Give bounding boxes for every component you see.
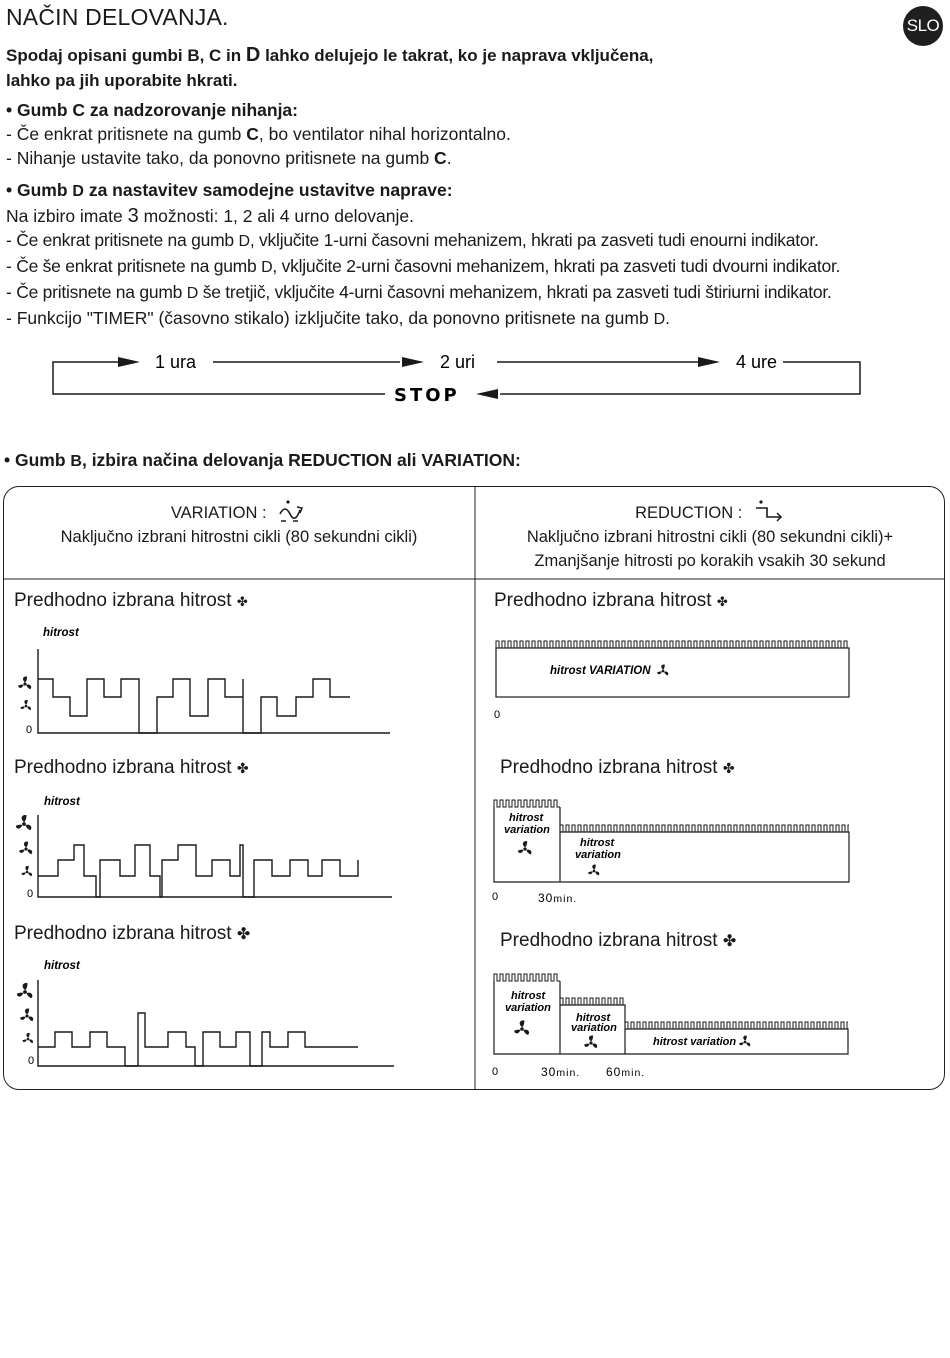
button-b-heading-key: B [70,453,82,470]
time-60-label [606,1065,645,1079]
min-unit: min. [621,1067,646,1079]
fan-mid-icon: ✤ [722,760,735,776]
axis-zero: 0 [492,891,499,903]
fan-mid-icon: ✤ [236,760,249,776]
prev-speed-text: Predhodno izbrana hitrost [494,590,712,611]
fan-icon [657,665,668,676]
speed-label: hitrost [576,1012,611,1024]
fan-icon [588,865,599,876]
variation-squarewave [496,641,849,648]
fan-icon [518,841,532,854]
timer-step-3: 4 ure [736,352,778,372]
variation-chart-high [17,960,394,1067]
fan-icon [16,815,31,830]
intro-key-d: D [245,44,261,66]
button-d-line2-b: , vključite 2-urni časovni mehanizem, hkrati pa zasveti tudi dvourni indikator. [272,256,841,276]
button-d-line1-b: , vključite 1-urni časovni mehanizem, hkrati pa zasveti tudi enourni indikator. [249,230,819,250]
timer-stop: STOP [394,385,460,406]
speed-label: hitrost [580,837,615,849]
min-unit: min. [553,893,578,905]
variation-squarewave [494,800,560,807]
button-d-options-a: Na izbiro imate [6,206,128,226]
prev-speed-text: Predhodno izbrana hitrost [14,757,232,778]
speed-label: hitrost [511,990,546,1002]
reduction-chart-mid [492,800,849,905]
button-c-line2-text: - Nihanje ustavite tako, da ponovno pritisnete na gumb [6,148,435,168]
time-30-label [541,1065,580,1079]
fan-icon [17,983,32,998]
time-30-label [538,891,577,905]
button-d-key-4: D [653,311,666,328]
variation-chart-mid [16,796,392,900]
fan-high-icon: ✤ [236,926,251,943]
variation-label: variation [575,849,621,861]
reduction-desc1: Naključno izbrani hitrostni cikli (80 sekundni cikli)+ [526,528,894,546]
button-d-line2-a: - Če še enkrat pritisnete na gumb [6,256,262,276]
chart-ylabel: hitrost [44,960,80,972]
speed-variation-label: hitrost VARIATION [550,665,651,677]
button-d-heading-key: D [72,183,84,200]
axis-zero: 0 [492,1066,499,1078]
variation-label: variation [571,1022,617,1034]
speed-label: hitrost [509,812,544,824]
button-d-options-num: 3 [127,205,139,227]
button-d-line1-a: - Če enkrat pritisnete na gumb [6,230,239,250]
button-c-line1-tail: , bo ventilator nihal horizontalno. [258,124,511,144]
button-d-key-3: D [186,285,199,302]
time-30: 30 [538,891,554,905]
intro-line2: lahko pa jih uporabite hkrati. [6,71,238,90]
fan-high-icon: ✤ [722,933,737,950]
button-c-line2-tail: . [446,148,452,168]
button-d-line4-a: - Funkcijo "TIMER" (časovno stikalo) izključite tako, da ponovno pritisnete na gumb [6,308,654,328]
button-d-heading-a: • Gumb [6,180,73,200]
speed-variation-label: hitrost variation [653,1036,737,1048]
button-c-key: C [246,124,259,144]
button-d-line3-b: še tretjič, vključite 4-urni časovni mehanizem, hkrati pa zasveti tudi štiriurni indikator. [198,282,832,302]
fan-icon [514,1020,529,1035]
fan-icon [21,866,32,876]
prev-speed-text: Predhodno izbrana hitrost [14,590,232,611]
variation-squarewave [494,974,560,981]
fan-low-icon: ✤ [236,594,248,609]
intro-line1-b: lahko delujejo le takrat, ko je naprava vključena, [260,46,654,65]
axis-zero: 0 [28,1055,35,1067]
variation-squarewave [625,1022,848,1029]
button-c-key-2: C [434,148,447,168]
chart-ylabel: hitrost [44,796,80,808]
reduction-chart-high [492,974,848,1079]
variation-squarewave [560,825,849,832]
min-unit: min. [556,1067,581,1079]
button-d-options-b: možnosti: 1, 2 ali 4 urno delovanje. [138,206,415,226]
button-d-heading-b: za nastavitev samodejne ustavitve naprave: [83,180,453,200]
prev-speed-text: Predhodno izbrana hitrost [500,757,718,778]
axis-zero: 0 [494,709,501,721]
variation-chart-low [18,627,390,736]
button-d-key-2: D [261,259,273,276]
chart-ylabel: hitrost [43,627,79,639]
fan-low-icon: ✤ [716,594,728,609]
variation-label: variation [505,1002,551,1014]
prev-speed-text: Predhodno izbrana hitrost [14,923,232,944]
variation-desc: Naključno izbrani hitrostni cikli (80 sekundni cikli) [60,528,418,546]
button-b-heading-a: • Gumb [4,450,71,470]
fan-icon [739,1036,750,1047]
button-d-line4-b: . [665,308,671,328]
page-title: NAČIN DELOVANJA. [6,4,229,30]
fan-icon [18,676,31,689]
button-d-line3-a: - Če pritisnete na gumb [6,282,187,302]
button-d-key-1: D [238,233,250,250]
button-b-heading-b: , izbira načina delovanja REDUCTION ali VARIATION: [81,450,521,470]
variation-label: variation [504,824,550,836]
fan-icon [584,1035,597,1048]
fan-icon [22,1033,33,1043]
variation-squarewave [560,998,625,1005]
axis-zero: 0 [26,724,33,736]
fan-icon [19,841,32,854]
language-badge: SLO [903,6,943,46]
timer-step-1: 1 ura [155,352,197,372]
reduction-title: REDUCTION : [635,504,743,522]
button-c-line1-text: - Če enkrat pritisnete na gumb [6,124,247,144]
intro-line1-a: Spodaj opisani gumbi B, C in [6,46,246,65]
reduction-chart-low [494,641,849,721]
timer-step-2: 2 uri [440,352,476,372]
time-60: 60 [606,1065,622,1079]
prev-speed-text: Predhodno izbrana hitrost [500,930,718,951]
fan-icon [20,700,31,710]
reduction-desc2: Zmanjšanje hitrosti po korakih vsakih 30 sekund [534,552,886,570]
time-30: 30 [541,1065,557,1079]
button-c-heading: • Gumb C za nadzorovanje nihanja: [6,100,298,120]
fan-icon [20,1008,33,1021]
variation-title: VARIATION : [170,504,267,522]
axis-zero: 0 [27,888,34,900]
